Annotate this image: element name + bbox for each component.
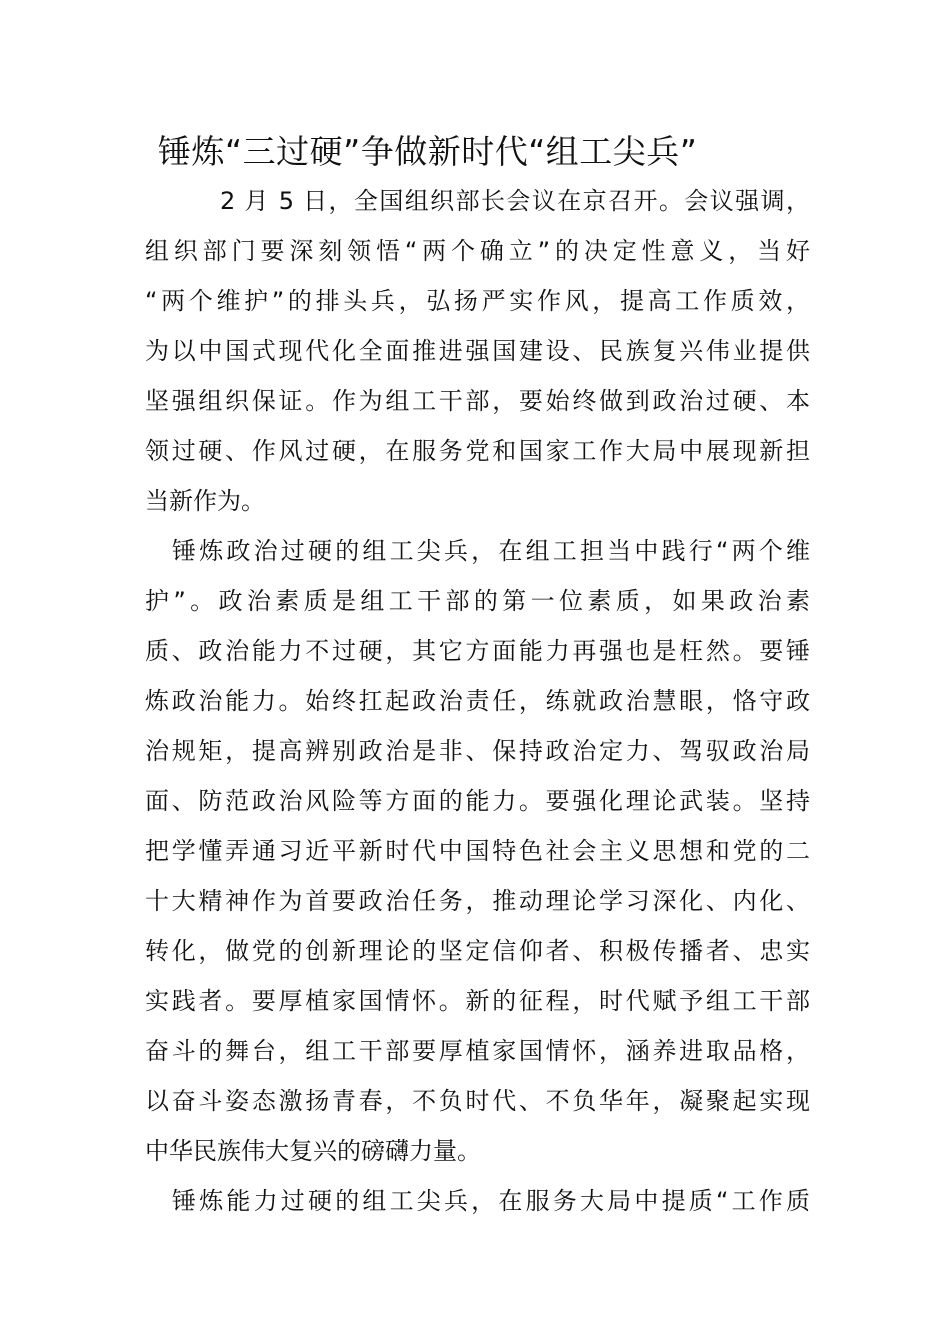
paragraph-2-line-3: 质、政治能力不过硬，其它方面能力再强也是枉然。要锤 bbox=[145, 637, 810, 665]
paragraph-1-line-1: 2 月 5 日，全国组织部长会议在京召开。会议强调， bbox=[220, 187, 810, 215]
paragraph-1-line-3: “两个维护”的排头兵，弘扬严实作风，提高工作质效， bbox=[145, 287, 810, 315]
paragraph-3-line-1: 锤炼能力过硬的组工尖兵，在服务大局中提质“工作质 bbox=[172, 1187, 810, 1215]
paragraph-1-line-4: 为以中国式现代化全面推进强国建设、民族复兴伟业提供 bbox=[145, 337, 810, 365]
paragraph-2-line-10: 实践者。要厚植家国情怀。新的征程，时代赋予组工干部 bbox=[145, 987, 810, 1015]
paragraph-2-line-6: 面、防范政治风险等方面的能力。要强化理论武装。坚持 bbox=[145, 787, 810, 815]
paragraph-2-line-2: 护”。政治素质是组工干部的第一位素质，如果政治素 bbox=[145, 587, 810, 615]
paragraph-2-line-7: 把学懂弄通习近平新时代中国特色社会主义思想和党的二 bbox=[145, 837, 810, 865]
document-title: 锤炼“三过硬”争做新时代“组工尖兵” bbox=[158, 132, 698, 171]
paragraph-2-line-4: 炼政治能力。始终扛起政治责任，练就政治慧眼，恪守政 bbox=[145, 687, 810, 715]
paragraph-2-line-1: 锤炼政治过硬的组工尖兵，在组工担当中践行“两个维 bbox=[172, 537, 810, 565]
paragraph-2-line-5: 治规矩，提高辨别政治是非、保持政治定力、驾驭政治局 bbox=[145, 737, 810, 765]
paragraph-1-line-6: 领过硬、作风过硬，在服务党和国家工作大局中展现新担 bbox=[145, 437, 810, 465]
paragraph-2-line-11: 奋斗的舞台，组工干部要厚植家国情怀，涵养进取品格， bbox=[145, 1037, 810, 1065]
paragraph-2-line-8: 十大精神作为首要政治任务，推动理论学习深化、内化、 bbox=[145, 887, 810, 915]
paragraph-1-line-5: 坚强组织保证。作为组工干部，要始终做到政治过硬、本 bbox=[145, 387, 810, 415]
paragraph-1-line-2: 组织部门要深刻领悟“两个确立”的决定性意义，当好 bbox=[145, 237, 810, 265]
paragraph-1-line-7: 当新作为。 bbox=[145, 487, 265, 515]
paragraph-2-line-12: 以奋斗姿态激扬青春，不负时代、不负华年，凝聚起实现 bbox=[145, 1087, 810, 1115]
paragraph-2-line-9: 转化，做党的创新理论的坚定信仰者、积极传播者、忠实 bbox=[145, 937, 810, 965]
paragraph-2-line-13: 中华民族伟大复兴的磅礴力量。 bbox=[145, 1137, 481, 1165]
